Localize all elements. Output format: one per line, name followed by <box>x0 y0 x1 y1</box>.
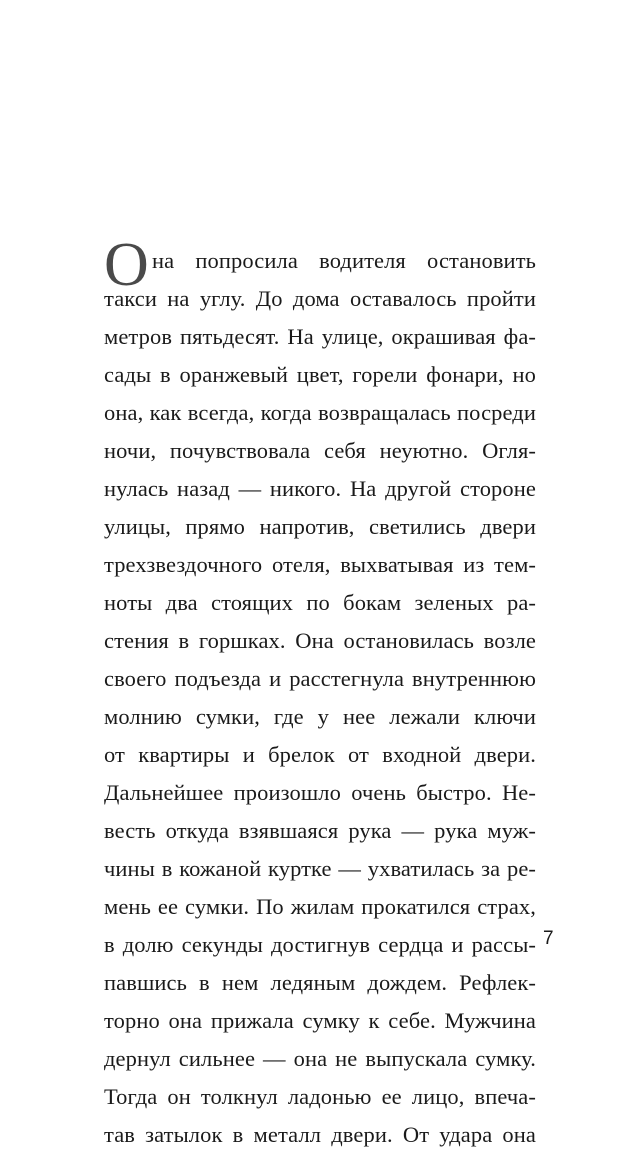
text-line: стения в горшках. Она остановилась возле <box>104 628 536 653</box>
text-line: мень ее сумки. По жилам прокатился страх, <box>104 894 536 919</box>
drop-cap: О <box>104 231 149 299</box>
text-line: Дальнейшее произошло очень быстро. Не- <box>104 780 536 805</box>
body-text <box>104 231 536 1154</box>
text-line: тав затылок в металл двери. От удара она <box>104 1122 536 1147</box>
text-line: нулась назад — никого. На другой стороне <box>104 476 536 501</box>
text-line: ночи, почувствовала себя неуютно. Огля- <box>104 438 536 463</box>
text-line: такси на углу. До дома оставалось пройти <box>104 286 536 311</box>
text-line: улицы, прямо напротив, светились двери <box>104 514 536 539</box>
text-line: молнию сумки, где у нее лежали ключи <box>104 704 536 729</box>
text-line: от квартиры и брелок от входной двери. <box>104 742 536 767</box>
text-line-1: О на попросила водителя остановить <box>104 231 536 299</box>
text-line: своего подъезда и расстегнула внутреннюю <box>104 666 536 691</box>
text-line: сады в оранжевый цвет, горели фонари, но <box>104 362 536 387</box>
text-line: она, как всегда, когда возвращалась посреди <box>104 400 536 425</box>
text-line: павшись в нем ледяным дождем. Рефлек- <box>104 970 536 995</box>
page-number: 7 <box>543 928 554 949</box>
text-line: метров пятьдесят. На улице, окрашивая фа- <box>104 324 536 349</box>
text-line: ноты два стоящих по бокам зеленых ра- <box>104 590 536 615</box>
text-line: весть откуда взявшаяся рука — рука муж- <box>104 818 536 843</box>
text-line: в долю секунды достигнув сердца и рассы- <box>104 932 536 957</box>
text-line: трехзвездочного отеля, выхватывая из тем- <box>104 552 536 577</box>
text-line: дернул сильнее — она не выпускала сумку. <box>104 1046 536 1071</box>
text-line: торно она прижала сумку к себе. Мужчина <box>104 1008 536 1033</box>
text-line: чины в кожаной куртке — ухватилась за ре- <box>104 856 536 881</box>
text-line: Тогда он толкнул ладонью ее лицо, впеча- <box>104 1084 536 1109</box>
